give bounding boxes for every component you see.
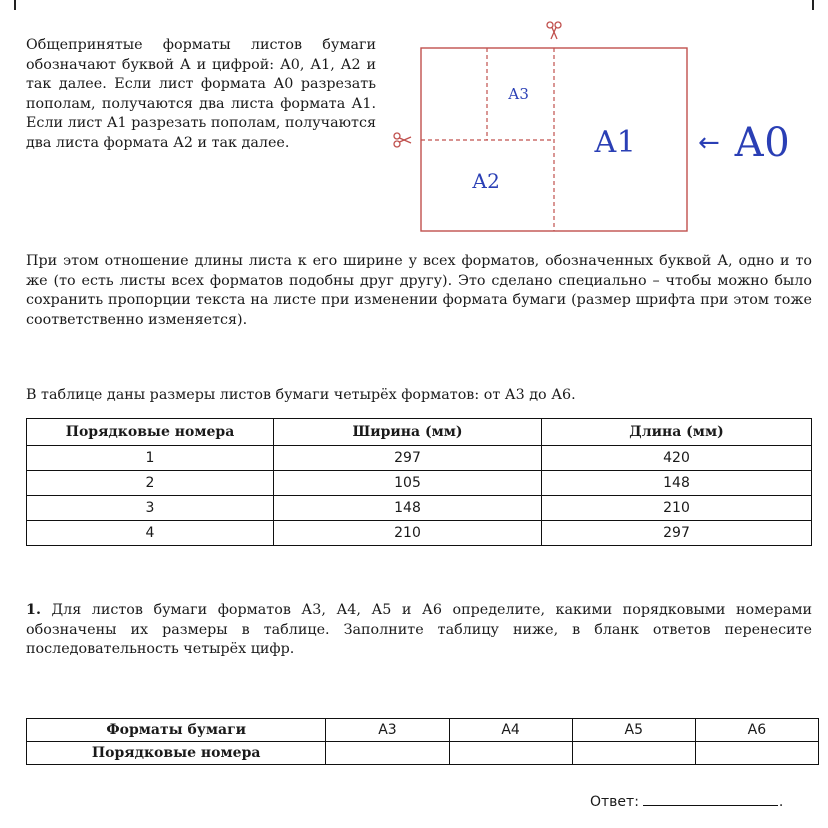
table-cell: 4 [27, 521, 274, 546]
row-header-numbers: Порядковые номера [27, 742, 326, 765]
task-number: 1. [26, 602, 41, 618]
table-row [27, 471, 812, 496]
scissors-icon [394, 133, 411, 147]
number-input-cell[interactable] [449, 742, 572, 765]
intro-paragraph-2: При этом отношение длины листа к его ширине у всех форматов, обозначенных буквой А, одно и то же (то есть листы всех форматов подобны друг другу). Это сделано специально – чтобы можно было сохранить пропорции текста на листе при изменении формата бумаги (размер шрифта при этом тоже соответственно изменяется). [26, 253, 812, 328]
scissors-icon [547, 22, 561, 39]
table-cell: 105 [274, 471, 542, 496]
task-text: Для листов бумаги форматов А3, А4, А5 и А6 определите, какими порядковыми номерами обозначены их размеры в таблице. Заполните таблицу ниже, в бланк ответов перенесите последовательность четырёх цифр. [26, 602, 812, 658]
label-a2: А2 [472, 169, 500, 193]
table-header-row [27, 419, 812, 446]
table-row [27, 521, 812, 546]
page-top-border [14, 0, 814, 10]
format-cell: А4 [449, 719, 572, 742]
table-cell: 210 [274, 521, 542, 546]
label-a0: А0 [734, 120, 790, 166]
answer-label: Ответ: [590, 794, 639, 810]
paper-format-diagram [386, 18, 816, 234]
label-a1: А1 [594, 125, 636, 160]
paper-sizes-table [26, 418, 812, 546]
intro-paragraph: Общепринятые форматы листов бумаги обозначают буквой А и цифрой: А0, А1, А2 и так далее. Если лист формата А0 разрезать пополам, получаются два листа формата А1. Если лист А1 разрезать пополам, получаются два листа формата А2 и так далее. [26, 37, 376, 151]
column-header: Порядковые номера [27, 419, 274, 446]
row-header-formats: Форматы бумаги [27, 719, 326, 742]
table-cell: 297 [542, 521, 812, 546]
table-cell: 148 [542, 471, 812, 496]
label-a3: А3 [508, 85, 529, 103]
table-cell: 2 [27, 471, 274, 496]
format-cell: А3 [326, 719, 449, 742]
format-cell: А6 [695, 719, 818, 742]
table-cell: 148 [274, 496, 542, 521]
table-cell: 297 [274, 446, 542, 471]
table-row [27, 446, 812, 471]
table-cell: 3 [27, 496, 274, 521]
answer-end: . [778, 794, 784, 810]
table-row [27, 496, 812, 521]
table-cell: 420 [542, 446, 812, 471]
task-paragraph [26, 601, 812, 660]
column-header: Ширина (мм) [274, 419, 542, 446]
numbers-row [27, 742, 819, 765]
answer-line [590, 791, 783, 810]
formats-row [27, 719, 819, 742]
answer-table [26, 718, 819, 765]
answer-blank[interactable] [643, 791, 778, 806]
table-cell: 210 [542, 496, 812, 521]
arrow-glyph: ← [698, 128, 720, 158]
format-cell: А5 [572, 719, 695, 742]
number-input-cell[interactable] [326, 742, 449, 765]
table-cell: 1 [27, 446, 274, 471]
table-intro: В таблице даны размеры листов бумаги четырёх форматов: от А3 до А6. [26, 387, 576, 403]
column-header: Длина (мм) [542, 419, 812, 446]
number-input-cell[interactable] [695, 742, 818, 765]
number-input-cell[interactable] [572, 742, 695, 765]
